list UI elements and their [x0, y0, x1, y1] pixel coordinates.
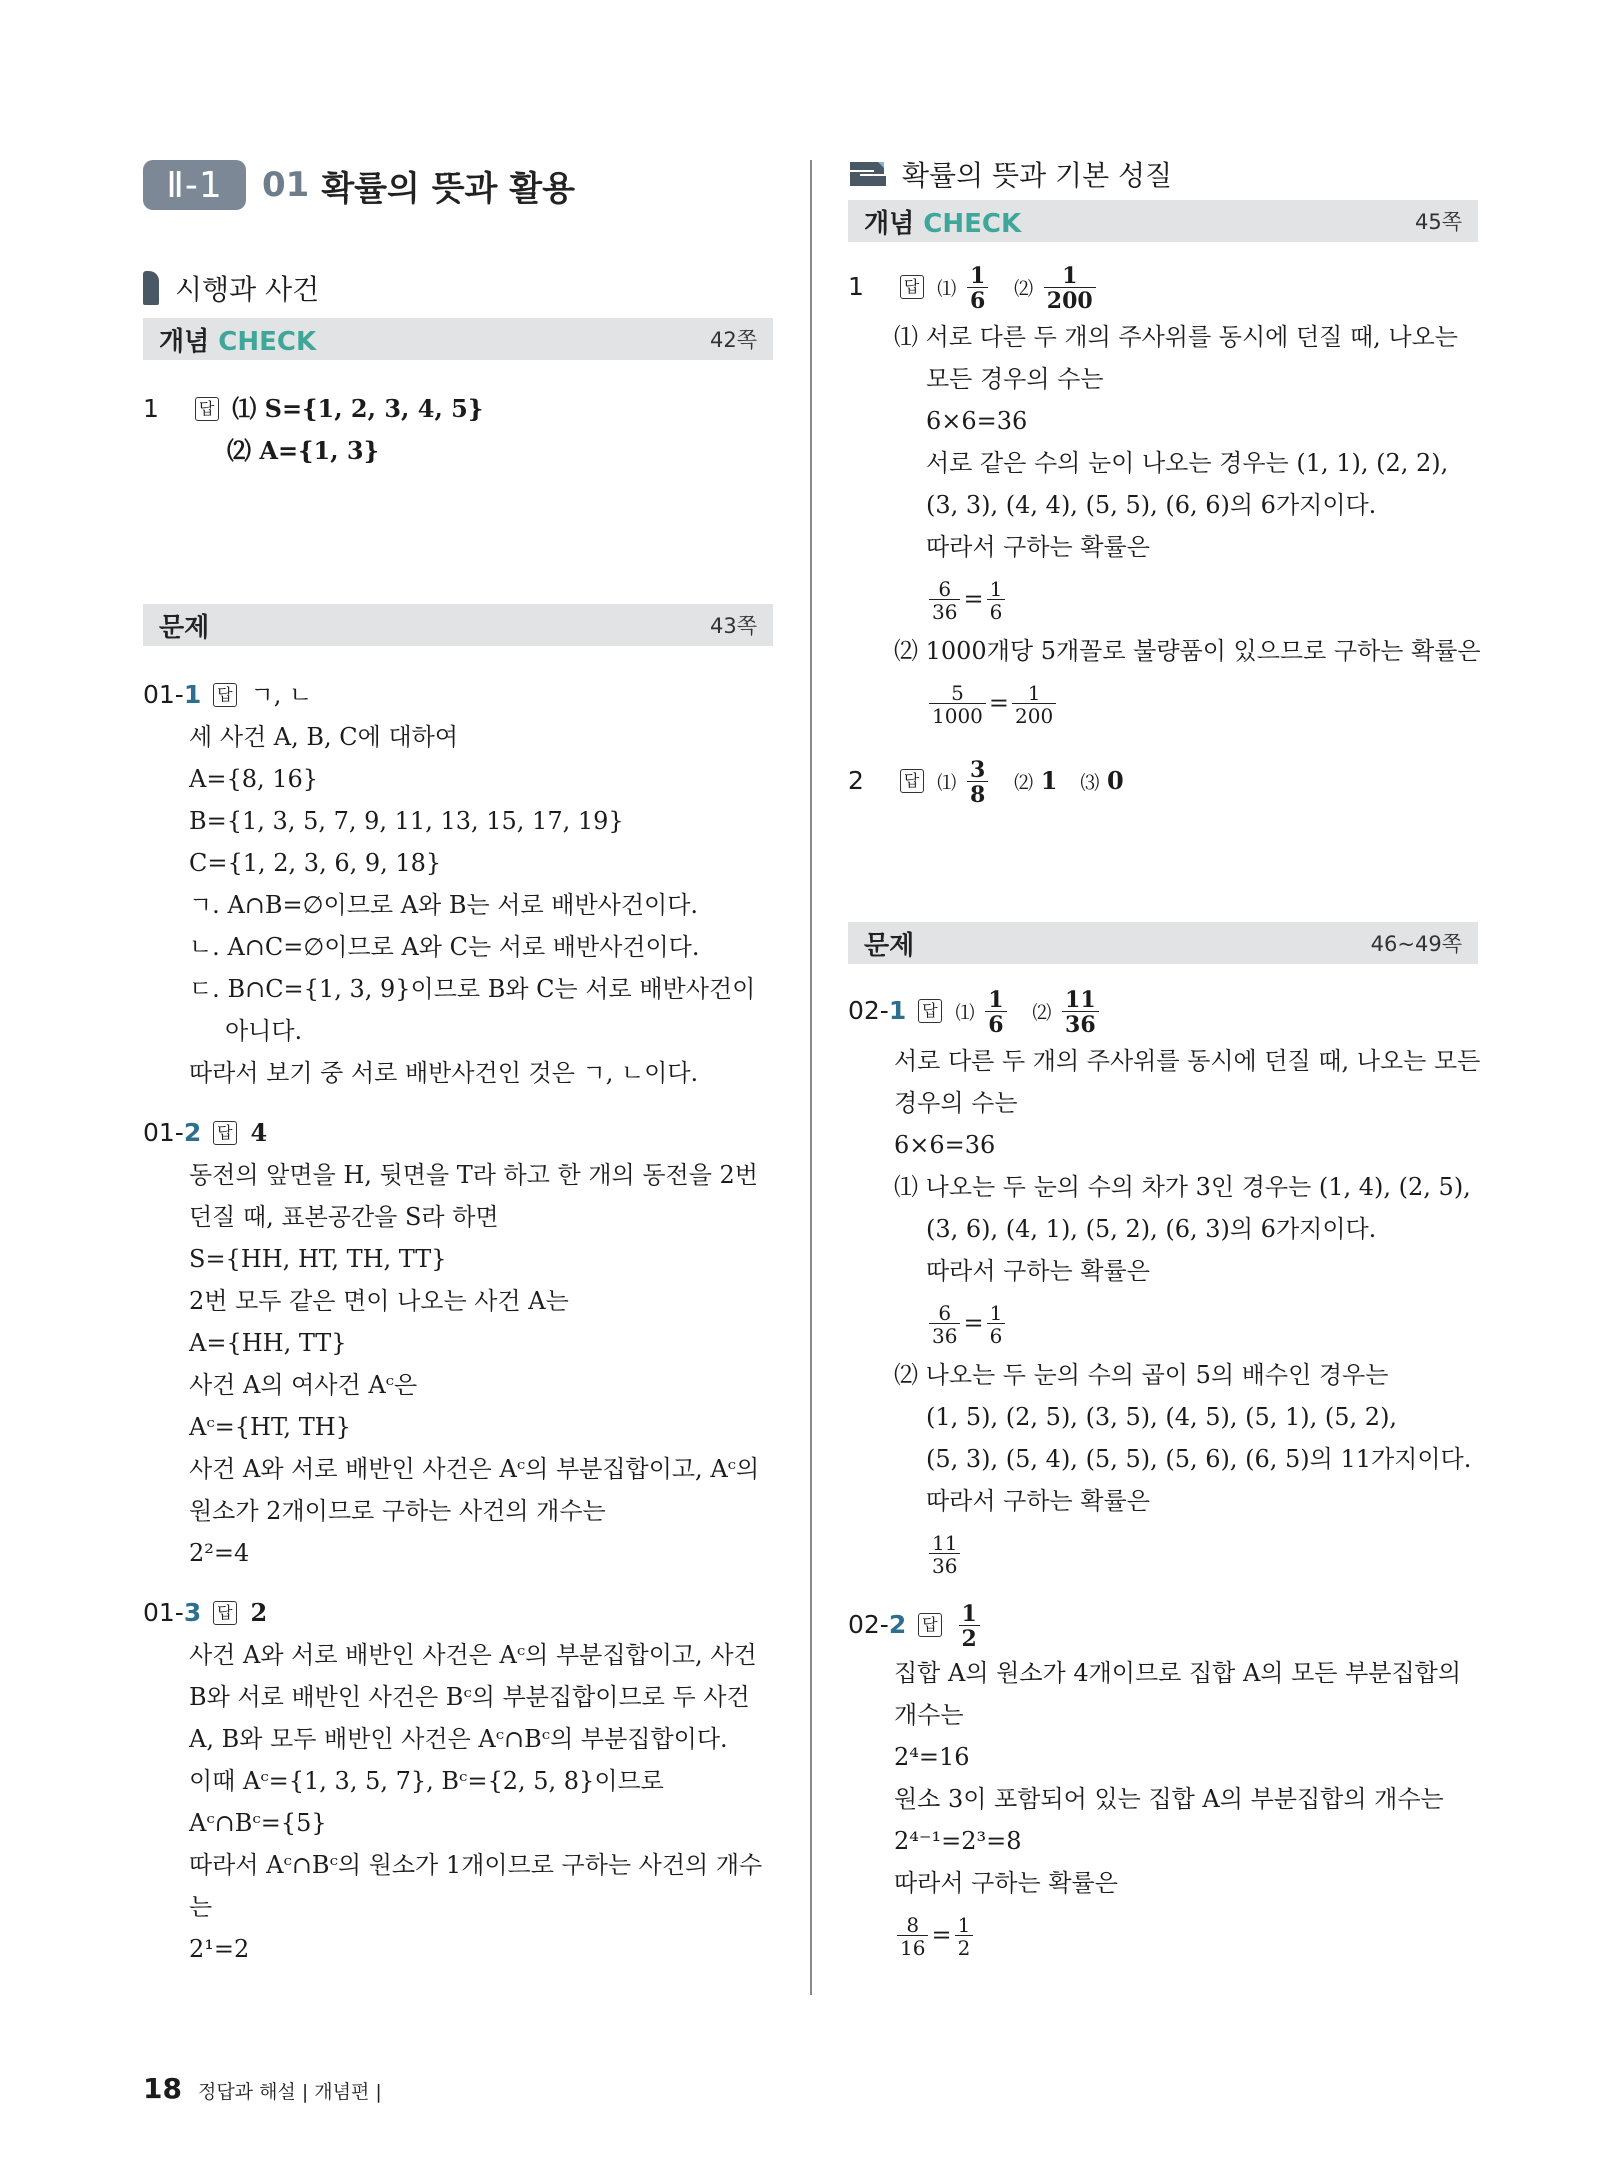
- answer-value: 1: [1040, 766, 1058, 795]
- solution-line: A, B와 모두 배반인 사건은 Aᶜ∩Bᶜ의 부분집합이다.: [189, 1725, 728, 1753]
- sub-label: ⑴: [937, 278, 957, 300]
- bar-page: 42쪽: [709, 328, 757, 352]
- concept-check-bar: [848, 200, 1478, 242]
- solution-line: 사건 A의 여사건 Aᶜ은: [189, 1371, 418, 1399]
- solution-line: (3, 3), (4, 4), (5, 5), (6, 6)의 6가지이다.: [926, 491, 1377, 519]
- check-item-1: [848, 260, 1478, 316]
- solution-line: Aᶜ∩Bᶜ={5}: [189, 1809, 327, 1837]
- solution-line: ㄴ. A∩C=∅이므로 A와 C는 서로 배반사건이다.: [189, 933, 700, 961]
- fraction-numerator: 11: [932, 1531, 958, 1555]
- solution-line: (3, 6), (4, 1), (5, 2), (6, 3)의 6가지이다.: [926, 1215, 1377, 1243]
- bar-page: 45쪽: [1414, 210, 1462, 234]
- solution-line: 사건 A와 서로 배반인 사건은 Aᶜ의 부분집합이고, Aᶜ의: [189, 1455, 760, 1483]
- bar-label: 개념: [159, 326, 219, 357]
- fraction-denominator: 1000: [929, 703, 986, 726]
- problem-number-sub: 2: [183, 1118, 202, 1147]
- solution-line: 2⁴=16: [894, 1743, 970, 1771]
- answer-icon: 답: [213, 1601, 237, 1625]
- solution-line: 던질 때, 표본공간을 S라 하면: [189, 1203, 499, 1231]
- fraction-denominator: 2: [959, 1625, 980, 1650]
- fraction-denominator: 36: [929, 599, 960, 622]
- problem-bar: [848, 922, 1478, 964]
- fraction-numerator: 1: [961, 1601, 977, 1627]
- section-2-icon: [848, 160, 888, 188]
- unit-badge: Ⅱ-1: [143, 160, 246, 210]
- solution-line: 세 사건 A, B, C에 대하여: [189, 723, 459, 751]
- fraction-numerator: 1: [988, 987, 1004, 1013]
- solution-line: S={HH, HT, TH, TT}: [189, 1245, 447, 1273]
- problem-number: 01-: [143, 1118, 184, 1147]
- problem-number: 01-: [143, 1598, 184, 1627]
- answer-line: ⑵ A={1, 3}: [227, 436, 380, 465]
- solution-line: 따라서 Aᶜ∩Bᶜ의 원소가 1개이므로 구하는 사건의 개수: [189, 1851, 763, 1879]
- bar-page: 46~49쪽: [1370, 932, 1462, 956]
- bar-page: 43쪽: [709, 614, 757, 638]
- fraction-numerator: 6: [938, 1301, 952, 1325]
- solution-line: 개수는: [894, 1701, 964, 1729]
- solution-line: 집합 A의 원소가 4개이므로 집합 A의 모든 부분집합의: [894, 1659, 1462, 1687]
- right-column: [848, 150, 1481, 1966]
- problem-number: 02-: [848, 996, 889, 1025]
- solution-line: 이때 Aᶜ={1, 3, 5, 7}, Bᶜ={2, 5, 8}이므로: [189, 1767, 664, 1795]
- fraction-denominator: 36: [1062, 1011, 1099, 1036]
- bar-label-check: CHECK: [923, 208, 1022, 239]
- fraction-equation: $\frac{8}{16}$ = $\frac{1}{2}$: [848, 1904, 1478, 1966]
- fraction-denominator: 200: [1044, 287, 1096, 312]
- solution-line: 원소가 2개이므로 구하는 사건의 개수는: [189, 1497, 606, 1525]
- section-title-text: 확률의 뜻과 기본 성질: [902, 159, 1173, 192]
- solution-line: 따라서 구하는 확률은: [894, 1869, 1118, 1897]
- solution-line: 2⁴⁻¹=2³=8: [894, 1827, 1022, 1855]
- problem-02-2: [848, 1598, 1478, 1652]
- solution-line: ㄷ. B∩C={1, 3, 9}이므로 B와 C는 서로 배반사건이: [189, 975, 756, 1003]
- solution-line: 원소 3이 포함되어 있는 집합 A의 부분집합의 개수는: [894, 1785, 1444, 1813]
- problem-01-2: [143, 1112, 773, 1154]
- fraction-numerator: 1: [957, 1913, 971, 1937]
- sub-label: ⑴: [937, 772, 957, 794]
- fraction-denominator: 36: [929, 1323, 960, 1346]
- solution-line: 경우의 수는: [894, 1089, 1018, 1117]
- fraction-equation: $\frac{5}{1000}$ = $\frac{1}{200}$: [848, 672, 1478, 734]
- solution-line: 2번 모두 같은 면이 나오는 사건 A는: [189, 1287, 569, 1315]
- column-divider: [810, 160, 812, 1995]
- footer-text: 정답과 해설 | 개념편 |: [197, 2081, 382, 2103]
- solution-line: A={HH, TT}: [189, 1329, 347, 1357]
- fraction-denominator: 6: [985, 1011, 1006, 1036]
- solution-line: 6×6=36: [894, 1131, 996, 1159]
- section-title: [848, 154, 1478, 194]
- fraction-numerator: 6: [938, 577, 952, 601]
- concept-check-bar: [143, 318, 773, 360]
- fraction-denominator: 200: [1012, 703, 1056, 726]
- problem-number-sub: 2: [888, 1610, 907, 1639]
- answer-value: 0: [1107, 766, 1124, 795]
- fraction-numerator: 1: [1062, 263, 1078, 289]
- item-number: 2: [848, 766, 864, 795]
- solution-line: B와 서로 배반인 사건은 Bᶜ의 부분집합이므로 두 사건: [189, 1683, 750, 1711]
- problem-number-sub: 1: [888, 996, 907, 1025]
- fraction-numerator: 11: [1065, 987, 1096, 1013]
- bar-label: 문제: [159, 612, 210, 643]
- problem-number: 02-: [848, 1610, 889, 1639]
- problem-number-sub: 3: [183, 1598, 202, 1627]
- item-number: 1: [143, 394, 159, 423]
- fraction-numerator: 1: [969, 263, 986, 289]
- answer-text: 4: [250, 1118, 268, 1147]
- answer-icon: 답: [918, 1613, 942, 1637]
- solution-line: (5, 3), (5, 4), (5, 5), (5, 6), (6, 5)의 11가지이다.: [926, 1445, 1472, 1473]
- solution-line: 아니다.: [225, 1017, 303, 1045]
- bar-label: 개념: [864, 208, 924, 239]
- fraction-denominator: 6: [967, 287, 988, 312]
- fraction-denominator: 6: [987, 599, 1006, 622]
- solution-line: Aᶜ={HT, TH}: [189, 1413, 351, 1441]
- solution-line: ⑵ 나오는 두 눈의 수의 곱이 5의 배수인 경우는: [894, 1361, 1389, 1389]
- solution-line: ⑴ 서로 다른 두 개의 주사위를 동시에 던질 때, 나오는: [894, 323, 1458, 351]
- bar-label: 문제: [864, 930, 915, 961]
- problem-number: 01-: [143, 680, 184, 709]
- solution-line: 사건 A와 서로 배반인 사건은 Aᶜ의 부분집합이고, 사건: [189, 1641, 757, 1669]
- solution-line: 서로 같은 수의 눈이 나오는 경우는 (1, 1), (2, 2),: [926, 449, 1449, 477]
- solution-line: 동전의 앞면을 H, 뒷면을 T라 하고 한 개의 동전을 2번: [189, 1161, 758, 1189]
- fraction-equation: [848, 1522, 1478, 1584]
- fraction-denominator: 8: [967, 781, 988, 806]
- problem-02-1: [848, 984, 1478, 1040]
- section-1-icon: [143, 271, 159, 305]
- left-column: [143, 150, 773, 1970]
- answer-line: ⑴ S={1, 2, 3, 4, 5}: [232, 394, 484, 423]
- unit-title: 확률의 뜻과 활용: [321, 168, 575, 209]
- solution-line: 2²=4: [189, 1539, 250, 1567]
- check-item-1: [143, 388, 773, 430]
- answer-icon: 답: [213, 683, 237, 707]
- check-item-2: [848, 754, 1478, 810]
- solution-line: 2¹=2: [189, 1935, 250, 1963]
- answer-icon: 답: [900, 275, 924, 299]
- fraction-denominator: 6: [987, 1323, 1006, 1346]
- sub-label: ⑴: [955, 1002, 975, 1024]
- section-title: [143, 268, 773, 308]
- fraction-numerator: 1: [989, 577, 1003, 601]
- fraction-denominator: 2: [955, 1935, 974, 1958]
- fraction-denominator: 16: [897, 1935, 928, 1958]
- sub-label: ⑵: [1032, 1002, 1052, 1024]
- unit-number: 01: [262, 165, 310, 205]
- fraction-denominator: 36: [929, 1553, 960, 1576]
- solution-line: B={1, 3, 5, 7, 9, 11, 13, 15, 17, 19}: [189, 807, 624, 835]
- fraction-numerator: 1: [989, 1301, 1003, 1325]
- solution-line: 따라서 구하는 확률은: [926, 1487, 1150, 1515]
- problem-01-1: [143, 674, 773, 716]
- fraction-equation: $\frac{6}{36}$ = $\frac{1}{6}$: [848, 568, 1478, 630]
- answer-text: 2: [250, 1598, 268, 1627]
- sub-label: ⑵: [1014, 278, 1034, 300]
- answer-text: ㄱ, ㄴ: [250, 681, 313, 709]
- sub-label: ⑵: [1014, 772, 1034, 794]
- solution-line: ㄱ. A∩B=∅이므로 A와 B는 서로 배반사건이다.: [189, 891, 699, 919]
- solution-line: (1, 5), (2, 5), (3, 5), (4, 5), (5, 1), (5, 2),: [926, 1403, 1398, 1431]
- fraction-numerator: 5: [951, 681, 964, 705]
- problem-number-sub: 1: [183, 680, 202, 709]
- fraction-numerator: 8: [906, 1913, 920, 1937]
- answer-icon: 답: [213, 1121, 237, 1145]
- solution-line: ⑴ 나오는 두 눈의 수의 차가 3인 경우는 (1, 4), (2, 5),: [894, 1173, 1471, 1201]
- solution-line: ⑵ 1000개당 5개꼴로 불량품이 있으므로 구하는 확률은: [894, 637, 1481, 665]
- page-footer: [143, 2072, 382, 2105]
- problem-01-3: [143, 1592, 773, 1634]
- solution-line: 따라서 보기 중 서로 배반사건인 것은 ㄱ, ㄴ이다.: [189, 1059, 699, 1087]
- answer-icon: 답: [195, 397, 219, 421]
- solution-line: 서로 다른 두 개의 주사위를 동시에 던질 때, 나오는 모든: [894, 1047, 1481, 1075]
- page-number: 18: [143, 2072, 182, 2105]
- solution-line: A={8, 16}: [189, 765, 319, 793]
- solution-line: 6×6=36: [926, 407, 1028, 435]
- fraction-equation: $\frac{6}{36}$ = $\frac{1}{6}$: [848, 1292, 1478, 1354]
- fraction-numerator: 3: [969, 757, 986, 783]
- section-title-text: 시행과 사건: [175, 273, 320, 306]
- answer-icon: 답: [900, 769, 924, 793]
- solution-line: 따라서 구하는 확률은: [926, 1257, 1150, 1285]
- solution-line: C={1, 2, 3, 6, 9, 18}: [189, 849, 442, 877]
- bar-label-check: CHECK: [218, 326, 317, 357]
- answer-icon: 답: [918, 999, 942, 1023]
- item-number: 1: [848, 272, 864, 301]
- problem-bar: [143, 604, 773, 646]
- solution-line: 모든 경우의 수는: [926, 365, 1104, 393]
- fraction-numerator: 1: [1027, 681, 1041, 705]
- solution-line: 는: [189, 1893, 213, 1921]
- solution-line: 따라서 구하는 확률은: [926, 533, 1150, 561]
- sub-label: ⑶: [1080, 772, 1100, 794]
